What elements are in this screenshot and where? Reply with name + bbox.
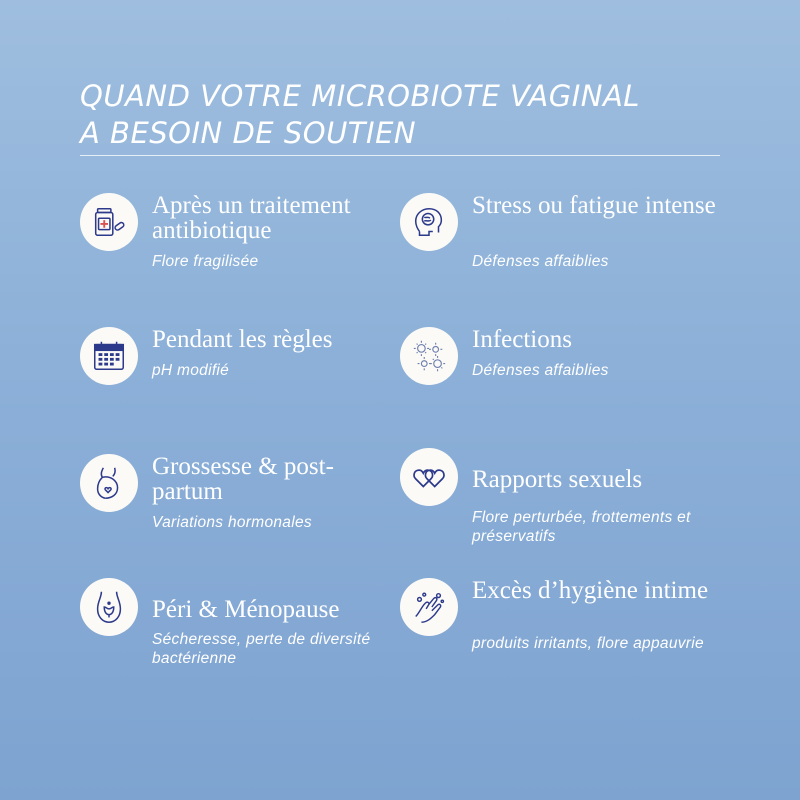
item-subtitle: Flore perturbée, frottements et préservatifs <box>472 509 691 545</box>
medicine-bottle-icon <box>80 193 138 251</box>
title-line-1: QUAND VOTRE MICROBIOTE VAGINAL <box>80 79 640 113</box>
title-line-2: A BESOIN DE SOUTIEN <box>80 116 417 150</box>
item-title: Péri & Ménopause <box>152 596 340 623</box>
pregnant-belly-icon <box>80 454 138 512</box>
item-title: Stress ou fatigue intense <box>472 192 716 219</box>
title-divider <box>80 155 720 156</box>
item-title: Excès d’hygiène intime <box>472 577 709 604</box>
item-subtitle: Variations hormonales <box>152 514 312 531</box>
item-subtitle: Flore fragilisée <box>152 253 259 270</box>
bacteria-icon <box>400 327 458 385</box>
uterus-body-icon <box>80 578 138 636</box>
item-subtitle: Sécheresse, perte de diversité bactérienne <box>152 631 371 667</box>
item-title: Après un traitement antibiotique <box>152 192 351 244</box>
two-hearts-icon <box>400 448 458 506</box>
item-subtitle: pH modifié <box>152 362 230 379</box>
brain-head-icon <box>400 193 458 251</box>
washing-hands-icon <box>400 578 458 636</box>
page-title <box>80 78 730 152</box>
item-title: Rapports sexuels <box>472 466 643 493</box>
item-title: Infections <box>472 326 572 353</box>
item-subtitle: Défenses affaiblies <box>472 362 609 379</box>
item-subtitle: Défenses affaiblies <box>472 253 609 270</box>
item-title: Pendant les règles <box>152 326 333 353</box>
item-subtitle: produits irritants, flore appauvrie <box>472 635 704 652</box>
item-title: Grossesse & post-partum <box>152 453 334 505</box>
calendar-icon <box>80 327 138 385</box>
